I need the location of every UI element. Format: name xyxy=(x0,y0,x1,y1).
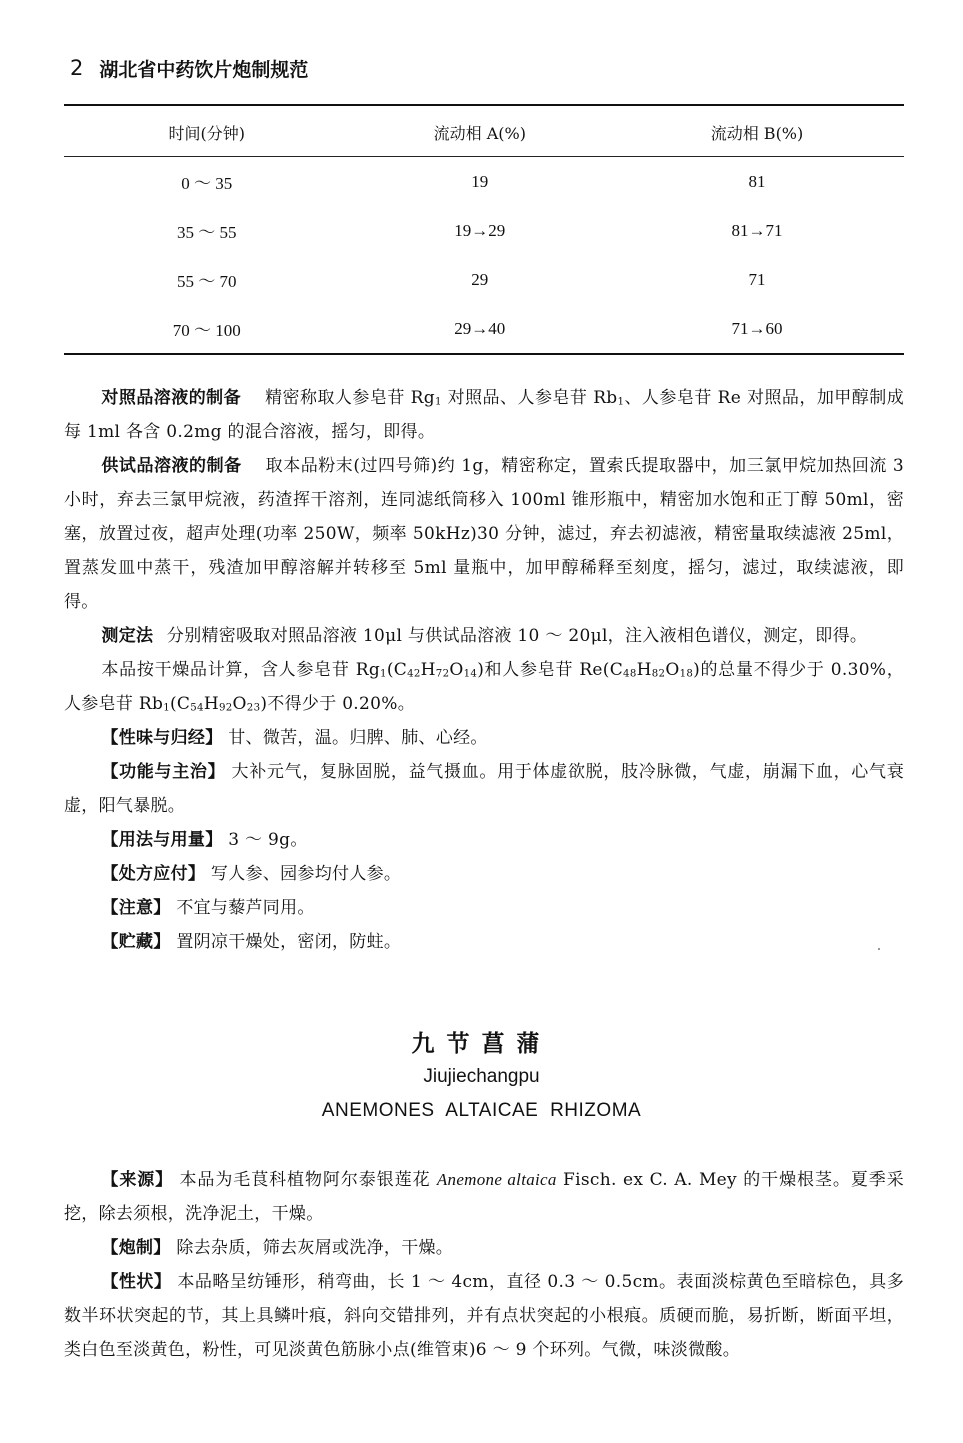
cell-phase-b: 71→60 xyxy=(610,304,904,354)
section-function-indication xyxy=(64,755,904,823)
reference-solution-label: 对照品溶液的制备 xyxy=(101,388,242,408)
table-row xyxy=(64,206,904,255)
table-row xyxy=(64,304,904,354)
column-header-phase-b: 流动相 B(%) xyxy=(610,108,904,157)
monograph-pinyin: Jiujiechangpu xyxy=(423,1066,540,1087)
subscript: 54 xyxy=(190,702,204,714)
subscript: 1 xyxy=(617,396,625,408)
subscript: 92 xyxy=(218,702,233,714)
book-title: 湖北省中药饮片炮制规范 xyxy=(99,58,309,81)
text-run: 置阴凉干燥处，密闭，防蛀。 xyxy=(176,932,402,952)
text-run: 大补元气，复脉固脱，益气摄血。用于体虚欲脱，肢冷脉微，气虚，崩漏下血，心气衰虚，阳气暴脱。 xyxy=(64,762,904,816)
section-label: 【炮制】 xyxy=(101,1238,171,1258)
subscript: 1 xyxy=(163,702,170,714)
table-row xyxy=(64,255,904,304)
text-run: H xyxy=(636,660,652,680)
text-run: 精密称取人参皂苷 Rg xyxy=(264,388,435,408)
subscript: 1 xyxy=(434,396,442,408)
gradient-table xyxy=(64,108,904,355)
text-run: 本品为毛茛科植物阿尔泰银莲花 xyxy=(179,1170,437,1190)
section-storage xyxy=(64,925,904,959)
cell-time: 55 ～ 70 xyxy=(177,272,237,291)
text-run: (C xyxy=(386,660,408,680)
section-label: 【功能与主治】 xyxy=(101,762,226,782)
text-run: 、人参皂苷 Re 对照品，加甲醇制成每 1ml 各含 0.2mg 的混合溶液，摇匀，即得。 xyxy=(64,388,905,442)
monograph-body xyxy=(64,1163,904,1367)
page-number: 2 xyxy=(70,56,84,80)
text-run xyxy=(64,108,904,157)
text-run: 3 ～ 9g。 xyxy=(228,830,308,850)
subscript: 82 xyxy=(651,668,666,680)
text-run: )的总量不得少于 0.30%，人参皂苷 Rb xyxy=(64,660,904,714)
text-run: H xyxy=(420,660,436,680)
section-prescription xyxy=(64,857,904,891)
section-label: 【注意】 xyxy=(101,898,171,918)
section-label: 【性状】 xyxy=(101,1272,172,1292)
method-paragraph xyxy=(64,619,904,653)
cell-time: 70 ～ 100 xyxy=(64,304,350,354)
reference-solution-paragraph xyxy=(64,381,904,449)
text-run: )不得少于 0.20%。 xyxy=(260,694,416,714)
section-taste-meridian xyxy=(64,721,904,755)
section-source xyxy=(64,1163,904,1231)
monograph-latin-name: ANEMONES ALTAICAE RHIZOMA xyxy=(321,1100,642,1121)
subscript: 1 xyxy=(380,668,387,680)
text-run: 不宜与藜芦同用。 xyxy=(176,898,315,918)
text-run: O xyxy=(449,660,464,680)
section-label: 【来源】 xyxy=(101,1170,174,1190)
cell-time: 0 ～ 35 xyxy=(181,174,233,193)
test-solution-paragraph xyxy=(64,449,904,619)
text-run: 本品略呈纺锤形，稍弯曲，长 1 ～ 4cm，直径 0.3 ～ 0.5cm。表面淡棕黄色至暗棕色，具多数半环状突起的节，其上具鳞叶痕，斜向交错排列，并有点状突起的小根痕。质硬而脆，易折断，断面平坦，类白色至淡黄色，粉性，可见淡黄色筋脉小点(维管束)6 ～ 9 个环列。气微，味淡微酸。 xyxy=(64,1272,904,1360)
cell-phase-a: 19 xyxy=(471,171,489,191)
text-run: )和人参皂苷 Re(C xyxy=(477,660,624,680)
cell-phase-b: 81 xyxy=(748,171,766,191)
cell-phase-a: 29 xyxy=(471,269,489,289)
monograph-title: 九节菖蒲 xyxy=(411,1031,552,1057)
subscript: 48 xyxy=(623,668,637,680)
table-row xyxy=(64,157,904,207)
text-run: 甘、微苦，温。归脾、肺、心经。 xyxy=(228,728,488,748)
text-run: Fisch. ex C. A. Mey 的干燥根茎。夏季采挖，除去须根，洗净泥土，干燥。 xyxy=(64,1170,904,1224)
column-header-phase-a: 流动相 A(%) xyxy=(350,108,610,157)
section-label: 【贮藏】 xyxy=(101,932,171,952)
text-run: (C xyxy=(169,694,191,714)
column-header-time: 时间(分钟) xyxy=(64,108,350,157)
cell-phase-a: 29→40 xyxy=(350,304,610,354)
subscript: 42 xyxy=(407,668,421,680)
cell-phase-b: 71 xyxy=(748,269,766,289)
text-run: 对照品、人参皂苷 Rb xyxy=(441,388,618,408)
running-header xyxy=(70,48,903,88)
text-run: 取本品粉末(过四号筛)约 1g，精密称定，置索氏提取器中，加三氯甲烷加热回流 3 小时，弃去三氯甲烷液，药渣挥干溶剂，连同滤纸筒移入 100ml 锥形瓶中，精密加水饱和正丁醇 50ml，密塞，放置过夜，超声处理(功率 250W，频率 50kHz)30 分钟，滤过，弃去初滤液，精密量取续滤液 25ml，置蒸发皿中蒸干，残渣加甲醇溶解并转移至 5ml 量瓶中，加甲醇稀释至刻度，摇匀，滤过，取续滤液，即得。 xyxy=(64,456,904,612)
text-run: 除去杂质，筛去灰屑或洗净，干燥。 xyxy=(176,1238,454,1258)
section-characters xyxy=(64,1265,904,1367)
test-solution-label: 供试品溶液的制备 xyxy=(101,456,242,476)
section-dosage xyxy=(64,823,904,857)
cell-phase-b: 81→71 xyxy=(731,220,783,240)
subscript: 23 xyxy=(246,702,261,714)
text-run: 本品按干燥品计算，含人参皂苷 Rg xyxy=(101,660,381,680)
text-run: H xyxy=(203,694,219,714)
assay-block xyxy=(64,381,904,959)
section-label: 【用法与用量】 xyxy=(101,830,223,850)
text-run: 写人参、园参均付人参。 xyxy=(210,864,402,884)
scan-speck xyxy=(878,948,880,950)
section-label: 【处方应付】 xyxy=(101,864,206,884)
subscript: 72 xyxy=(435,668,450,680)
text-run xyxy=(64,157,904,355)
section-label: 【性味与归经】 xyxy=(101,728,223,748)
header-rule xyxy=(64,104,904,106)
text-run: 分别精密吸取对照品溶液 10μl 与供试品溶液 10 ～ 20μl，注入液相色谱仪，测定，即得。 xyxy=(166,626,868,646)
cell-time: 35 ～ 55 xyxy=(177,223,237,242)
section-processing xyxy=(64,1231,904,1265)
table-header-row xyxy=(64,108,904,157)
cell-phase-a: 19→29 xyxy=(454,220,506,240)
text-run: O xyxy=(232,694,247,714)
species-name: Anemone altaica xyxy=(436,1170,557,1189)
content-limit-paragraph xyxy=(64,653,904,721)
text-run: O xyxy=(665,660,680,680)
method-label: 测定法 xyxy=(101,626,154,646)
section-precaution xyxy=(64,891,904,925)
subscript: 18 xyxy=(679,668,694,680)
subscript: 14 xyxy=(463,668,478,680)
